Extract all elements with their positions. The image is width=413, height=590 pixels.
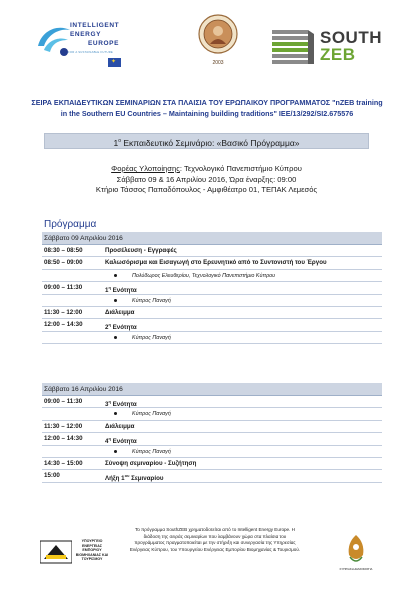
time-slot: 09:00 – 11:30 [44, 398, 83, 405]
time-slot: 08:50 – 09:00 [44, 259, 83, 267]
day1-schedule [42, 232, 382, 344]
organizer-value: : Τεχνολογικό Πανεπιστήμιο Κύπρου [179, 164, 302, 173]
seminar-info [40, 164, 373, 196]
time-slot: 11:30 – 12:00 [44, 308, 83, 316]
activity-number-suffix: η [108, 436, 111, 442]
seminar-title-box [44, 133, 369, 149]
southzeb-logo [268, 24, 380, 66]
venue-line: Κτήριο Τάσσος Παπαδόπουλος - Αμφιθέατρο 01, ΤΕΠΑΚ Λεμεσός [95, 185, 318, 194]
organizer-line [40, 164, 373, 175]
time-slot: 15:00 [44, 472, 60, 480]
organizer-label: Φορέας Υλοποίησης [111, 164, 180, 173]
schedule-row [42, 307, 382, 319]
day2-schedule [42, 383, 382, 483]
activity [105, 458, 196, 470]
cyprus-emblem-icon [335, 533, 377, 567]
ministry-name: ΥΠΟΥΡΓΕΙΟ ΕΝΕΡΓΕΙΑΣ ΕΜΠΟΡΙΟΥ ΒΙΟΜΗΧΑΝΙΑΣ ΚΑΙ ΤΟΥΡΙΣΜΟΥ [75, 539, 109, 562]
activity-label: Προσέλευση - Εγγραφές [105, 247, 177, 254]
activity-label: Ενότητα [110, 324, 137, 332]
speaker-name: Κύπρος Παναγή [132, 334, 171, 341]
activity-label: Ενότητα [110, 401, 137, 409]
speaker-name: Κύπρος Παναγή [132, 297, 171, 304]
activity [105, 257, 327, 269]
series-title: ΣΕΙΡΑ ΕΚΠΑΙΔΕΥΤΙΚΩΝ ΣΕΜΙΝΑΡΙΩΝ ΣΤΑ ΠΛΑΙΣΙΑ ΤΟΥ ΕΡΩΠΑΙΚΟΥ ΠΡΟΓΡΑΜΜΑΤΟΣ "nZEB training in the Southern EU Countries – Maintaining building traditions" IEE/13/292/SI2.675576 [31, 98, 383, 118]
dates-line: Σάββατο 09 & 16 Απριλίου 2016, Ώρα έναρξης: 09:00 [116, 174, 297, 184]
activity-number-suffix: η [108, 322, 111, 328]
zeb-word-zeb: ZEB [320, 45, 356, 64]
schedule-row [42, 396, 382, 408]
activity-number-suffix: η [108, 285, 111, 291]
speaker-name: Κύπρος Παναγή [132, 411, 171, 418]
bullet-icon [114, 450, 117, 453]
activity-number: 2 [105, 324, 109, 332]
activity-number-suffix: η [108, 399, 111, 404]
schedule-row [42, 470, 382, 482]
bullet-icon [114, 412, 117, 415]
schedule-row [42, 421, 382, 433]
schedule-row [42, 282, 382, 294]
schedule-row [42, 433, 382, 445]
intelligent-energy-europe-logo [32, 14, 144, 72]
footer-funding-text: Το πρόγραμμα SouthZEB χρηματοδοτείται από το Intelligent Energy Europe. Η διάδοση της σειράς σεμιναρίων που λαμβάνουν χώρα στα πλαίσια του προγράμματος πραγματοποιείται με την στήριξη και συνεργασία της Υπηρεσίας Ενέργειας Κύπρου, του Υπουργείου Ενέργειας Εμπορίου Βιομηχανίας & Τουρισμού. [129, 527, 301, 552]
schedule-row [42, 257, 382, 269]
activity [105, 470, 163, 485]
iee-line3: EUROPE [88, 40, 120, 47]
schedule-row [42, 458, 382, 470]
time-slot: 12:00 – 14:30 [44, 435, 83, 443]
speaker-name: Πολύδωρος Ελευθερίου, Τεχνολογικό Πανεπιστήμιο Κύπρου [132, 272, 276, 279]
day-header: Σάββατο 16 Απριλίου 2016 [42, 383, 382, 396]
university-seal-logo [198, 12, 238, 70]
speaker-row [42, 270, 382, 282]
speaker-row [42, 408, 382, 420]
time-slot: 08:30 – 08:50 [44, 247, 83, 254]
day-header: Σάββατο 09 Απριλίου 2016 [42, 232, 382, 245]
activity-label: Διάλειμμα [105, 422, 135, 430]
zeb-word-south: SOUTH [320, 28, 382, 47]
schedule-row [42, 319, 382, 331]
speaker-row [42, 295, 382, 307]
time-slot: 11:30 – 12:00 [44, 422, 83, 430]
activity-number: 1 [105, 287, 109, 295]
activity-label: Καλωσόρισμα και Εισαγωγή στο Ερευνητικό από το Συντονιστή του Έργου [105, 259, 327, 267]
activity [105, 307, 134, 319]
bullet-icon [114, 299, 117, 302]
activity-label: Σύνοψη σεμιναρίου - Συζήτηση [105, 459, 197, 467]
iee-line1: INTELLIGENT [70, 22, 120, 29]
seal-year: 2003 [212, 60, 224, 66]
seminar-number: 1 [113, 137, 119, 148]
activity-label: Διάλειμμα [105, 308, 135, 316]
bullet-icon [114, 336, 117, 339]
activity-number-suffix: ου [124, 473, 130, 479]
program-heading: Πρόγραμμα [44, 219, 97, 230]
speaker-name: Κύπρος Παναγή [132, 448, 171, 455]
time-slot: 12:00 – 14:30 [44, 321, 83, 329]
ministry-emblem-icon [40, 539, 72, 565]
cyprus-republic-caption: ΚΥΠΡΙΑΚΗ ΔΗΜΟΚΡΑΤΙΑ [339, 567, 373, 571]
header-logos [32, 12, 382, 74]
iee-tagline: FOR A SUSTAINABLE FUTURE [68, 50, 113, 54]
activity [105, 421, 134, 433]
activity-number: 1 [121, 475, 125, 483]
iee-swoosh-icon [34, 20, 74, 60]
speaker-row [42, 332, 382, 344]
activity-label: Σεμιναρίου [129, 475, 164, 483]
activity [105, 245, 177, 257]
seminar-number-suffix: ο [118, 138, 122, 144]
activity-label: Ενότητα [110, 287, 137, 295]
seminar-title: Εκπαιδευτικό Σεμινάριο: «Βασικό Πρόγραμμα» [121, 137, 300, 148]
schedule-row [42, 245, 382, 257]
activity-number: 4 [105, 438, 109, 446]
activity-number: 3 [105, 401, 109, 409]
time-slot: 14:30 – 15:00 [44, 459, 83, 467]
cyprus-republic-logo [335, 533, 377, 573]
bullet-icon [114, 274, 117, 277]
building-stripes-icon [268, 24, 316, 66]
activity-label: Ενότητα [110, 438, 137, 446]
ministry-logo [40, 539, 110, 569]
iee-line2: ENERGY [70, 31, 102, 38]
eu-flag-icon: ✦ [108, 58, 121, 67]
time-slot: 09:00 – 11:30 [44, 284, 83, 292]
speaker-row [42, 446, 382, 458]
activity-prefix: Λήξη [105, 475, 122, 483]
